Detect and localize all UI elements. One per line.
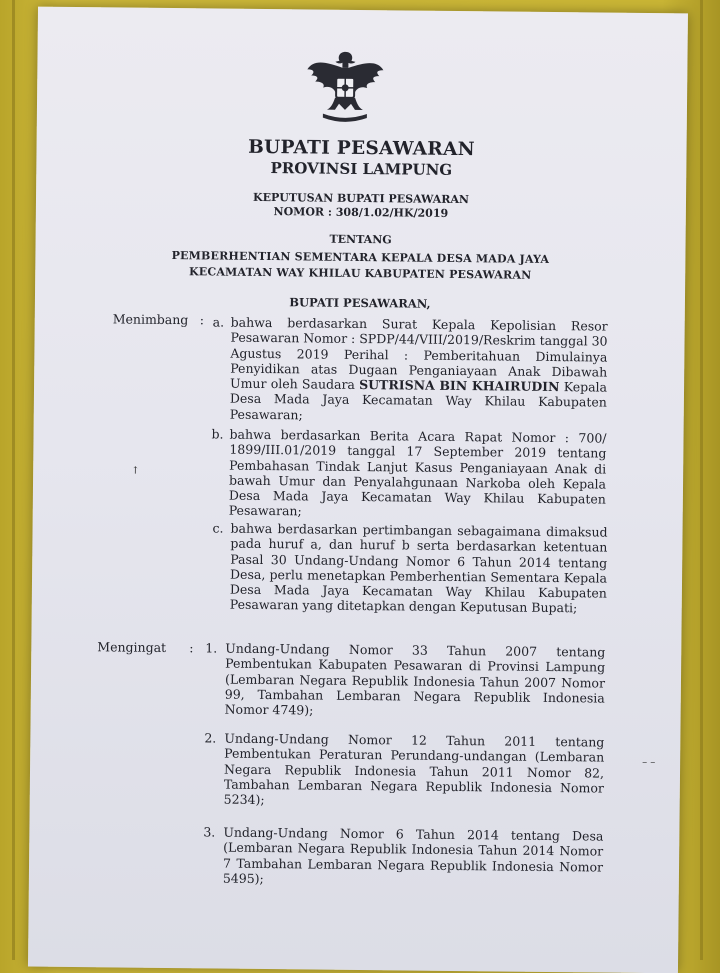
mengingat-item-2: Undang-Undang Nomor 12 Tahun 2011 tentang Pembentukan Peraturan Perundang-undangan (Lembaran Negara Republik Indonesia Tahun 2011 Nomor 82, Tambahan Lembaran Negara Republik Indonesia Nomor 5234); — [224, 731, 605, 811]
decree-title: KEPUTUSAN BUPATI PESAWARAN — [36, 189, 686, 209]
mengingat-item-1: Undang-Undang Nomor 33 Tahun 2007 tentang Pembentukan Kabupaten Pesawaran di Provinsi Lampung (Lembaran Negara Republik Indonesia Tahun 2007 Nomor 99, Tambahan Lembaran Negara Republik Indonesia Nomor 4749); — [225, 641, 606, 721]
background-seam-right — [700, 0, 703, 960]
mengingat-colon: : — [189, 640, 193, 655]
tentang-heading: TENTANG — [36, 230, 686, 250]
menimbang-item-c: bahwa berdasarkan pertimbangan sebagaimana dimaksud pada huruf a, dan huruf b serta berdasarkan ketentuan Pasal 30 Undang-Undang Nomor 6 Tahun 2014 tentang Desa, perlu menetapkan Pemberhentian Sementara Kepala Desa Mada Jaya Kecamatan Way Khilau Kabupaten Pesawaran yang ditetapkan dengan Keputusan Bupati; — [230, 521, 608, 617]
background-seam-left — [12, 0, 15, 960]
menimbang-marker-a: a. — [213, 314, 225, 329]
pen-dash-mark: – – — [642, 757, 655, 768]
menimbang-colon: : — [200, 312, 204, 327]
subject-line-1: PEMBERHENTIAN SEMENTARA KEPALA DESA MADA JAYA — [35, 248, 685, 268]
garuda-emblem-icon — [305, 47, 386, 126]
subject-line-2: KECAMATAN WAY KHILAU KABUPATEN PESAWARAN — [35, 264, 685, 284]
document-page — [28, 7, 688, 973]
mengingat-marker-3: 3. — [203, 824, 215, 839]
decree-number: NOMOR : 308/1.02/HK/2019 — [36, 203, 686, 223]
menimbang-item-b: bahwa berdasarkan Berita Acara Rapat Nomor : 700/ 1899/III.01/2019 tanggal 17 September 2019 tentang Pembahasan Tindak Lanjut Kasus Penganiayaan Anak di bawah Umur dan Penyalahgunaan Narkoba oleh Kepala Desa Mada Jaya Kecamatan Way Khilau Kabupaten Pesawaran; — [229, 427, 607, 523]
issuer-heading: BUPATI PESAWARAN, — [35, 293, 685, 314]
menimbang-marker-b: b. — [211, 426, 223, 441]
mengingat-label: Mengingat — [97, 639, 166, 655]
mengingat-marker-2: 2. — [204, 730, 216, 745]
pen-tick-mark: ↑ — [131, 466, 140, 477]
mengingat-item-3: Undang-Undang Nomor 6 Tahun 2014 tentang Desa (Lembaran Negara Republik Indonesia Tahun 2014 Nomor 7 Tambahan Lembaran Negara Republik Indonesia Nomor 5495); — [223, 825, 604, 890]
menimbang-a-text-1: bahwa berdasarkan Surat Kepala Kepolisian Resor Pesawaran Nomor : SPDP/44/VIII/2019/Reskrim tanggal 30 Agustus 2019 Perihal : Pemberitahuan Dimulainya Penyidikan atas Dugaan Penganiayaan Anak Dibawah Umur oleh Saudara — [230, 315, 608, 393]
regent-title: BUPATI PESAWARAN — [36, 135, 686, 163]
mengingat-marker-1: 1. — [205, 640, 217, 655]
menimbang-marker-c: c. — [212, 520, 223, 535]
menimbang-a-bold-name: SUTRISNA BIN KHAIRUDIN — [359, 377, 559, 394]
menimbang-a-text-2: Kepala Desa Mada Jaya Kecamatan Way Khilau Kabupaten Pesawaran; — [230, 379, 607, 422]
menimbang-item-a — [230, 315, 608, 426]
province-title: PROVINSI LAMPUNG — [36, 157, 686, 182]
menimbang-label: Menimbang — [113, 311, 189, 327]
